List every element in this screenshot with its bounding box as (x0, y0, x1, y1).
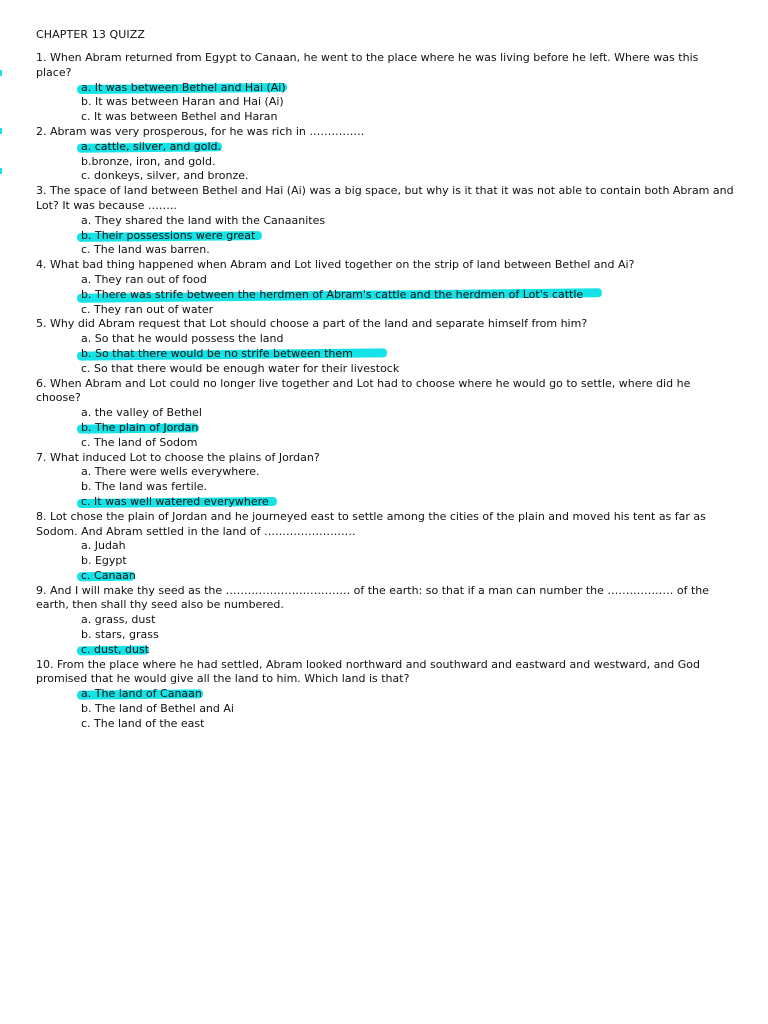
answer-option (81, 110, 736, 125)
answer-option-text: a. Judah (81, 539, 126, 553)
question-block (36, 584, 736, 658)
answer-option-text: c. It was well watered everywhere (81, 494, 269, 508)
answer-option (81, 214, 736, 229)
answer-option (81, 95, 736, 110)
answer-option-text: c. Canaan (81, 568, 136, 582)
question-text: 1. When Abram returned from Egypt to Canaan, he went to the place where he was living before he left. Where was this place? (36, 51, 699, 79)
answer-option-text: b.bronze, iron, and gold. (81, 154, 216, 168)
question-text: 9. And I will make thy seed as the ……………………………. of the earth: so that if a man can number the ……………… of the earth, then shall thy seed also be numbered. (36, 583, 710, 612)
answer-option (81, 613, 736, 628)
answer-option-text: a. It was between Bethel and Hai (Ai) (81, 80, 286, 94)
answer-option (81, 628, 736, 643)
answer-option-text: c. So that there would be enough water for their livestock (81, 361, 400, 375)
answer-option-text: c. The land was barren. (81, 243, 210, 257)
answer-option (81, 273, 736, 288)
question-block (36, 451, 736, 510)
answer-option-text: b. It was between Haran and Hai (Ai) (81, 95, 284, 109)
question-text: 6. When Abram and Lot could no longer live together and Lot had to choose where he would go to settle, where did he choose? (36, 376, 691, 405)
page-title: CHAPTER 13 QUIZZ (36, 28, 146, 41)
answer-option (81, 229, 736, 244)
answer-option-text: b. Their possessions were great (81, 228, 256, 242)
answer-option (81, 406, 736, 421)
answer-option-text: a. There were wells everywhere. (81, 465, 260, 479)
question-block (36, 125, 736, 184)
answer-option (81, 554, 736, 569)
answer-option-text: a. grass, dust (81, 613, 156, 627)
answer-option (81, 495, 736, 510)
answer-option-text: b. Egypt (81, 554, 127, 568)
answer-option-text: c. The land of the east (81, 716, 205, 730)
answer-option-text: b. The land was fertile. (81, 480, 207, 494)
answer-option (81, 140, 736, 155)
answer-option-text: b. The land of Bethel and Ai (81, 702, 234, 716)
answer-option-text: c. dust, dust (81, 642, 150, 656)
answer-option (81, 81, 736, 96)
answer-option (81, 347, 736, 362)
question-text: 2. Abram was very prosperous, for he was rich in …………… (36, 124, 365, 138)
question-block (36, 658, 736, 732)
answer-option-text: c. The land of Sodom (81, 435, 198, 449)
answer-option (81, 421, 736, 436)
question-text: 4. What bad thing happened when Abram and Lot lived together on the strip of land between Bethel and Ai? (36, 258, 635, 272)
question-block (36, 510, 736, 584)
answer-option-text: c. donkeys, silver, and bronze. (81, 169, 249, 183)
answer-option-text: b. There was strife between the herdmen of Abram's cattle and the herdmen of Lot's cattle (81, 287, 584, 301)
answer-option (81, 288, 736, 303)
answer-option-text: a. So that he would possess the land (81, 332, 284, 346)
answer-option (81, 687, 736, 702)
question-block (36, 258, 736, 317)
question-text: 5. Why did Abram request that Lot should choose a part of the land and separate himself from him? (36, 317, 588, 331)
answer-option-text: a. They ran out of food (81, 272, 207, 286)
answer-option-text: c. They ran out of water (81, 302, 214, 316)
answer-option (81, 539, 736, 554)
answer-option (81, 155, 736, 170)
question-block (36, 51, 736, 125)
margin-highlight-mark (0, 168, 2, 174)
question-block (36, 377, 736, 451)
answer-option (81, 643, 736, 658)
margin-highlight-mark (0, 70, 2, 76)
answer-option (81, 169, 736, 184)
answer-option (81, 702, 736, 717)
answer-option (81, 243, 736, 258)
answer-option-text: b. So that there would be no strife between them (81, 346, 353, 360)
answer-option-text: a. They shared the land with the Canaanites (81, 213, 326, 227)
answer-option-text: a. cattle, silver, and gold. (81, 139, 222, 153)
question-text: 7. What induced Lot to choose the plains of Jordan? (36, 450, 320, 464)
answer-option (81, 569, 736, 584)
answer-option (81, 480, 736, 495)
question-list (36, 51, 736, 732)
answer-option (81, 465, 736, 480)
answer-option-text: a. The land of Canaan (81, 687, 202, 701)
question-text: 8. Lot chose the plain of Jordan and he journeyed east to settle among the cities of the plain and moved his tent as far as Sodom. And Abram settled in the land of ……………………. (36, 509, 706, 538)
answer-option-text: a. the valley of Bethel (81, 406, 202, 420)
question-text: 10. From the place where he had settled, Abram looked northward and southward and eastward and westward, and God promised that he would give all the land to him. Which land is that? (36, 657, 701, 686)
margin-highlight-mark (0, 128, 2, 134)
answer-option-text: c. It was between Bethel and Haran (81, 110, 278, 124)
question-block (36, 317, 736, 376)
question-text: 3. The space of land between Bethel and Hai (Ai) was a big space, but why is it that it was not able to contain both Abram and Lot? It was because …….. (36, 184, 734, 212)
answer-option (81, 303, 736, 318)
answer-option-text: b. The plain of Jordan (81, 420, 199, 434)
answer-option-text: b. stars, grass (81, 628, 159, 642)
answer-option (81, 332, 736, 347)
answer-option (81, 717, 736, 732)
answer-option (81, 436, 736, 451)
question-block (36, 184, 736, 258)
answer-option (81, 362, 736, 377)
